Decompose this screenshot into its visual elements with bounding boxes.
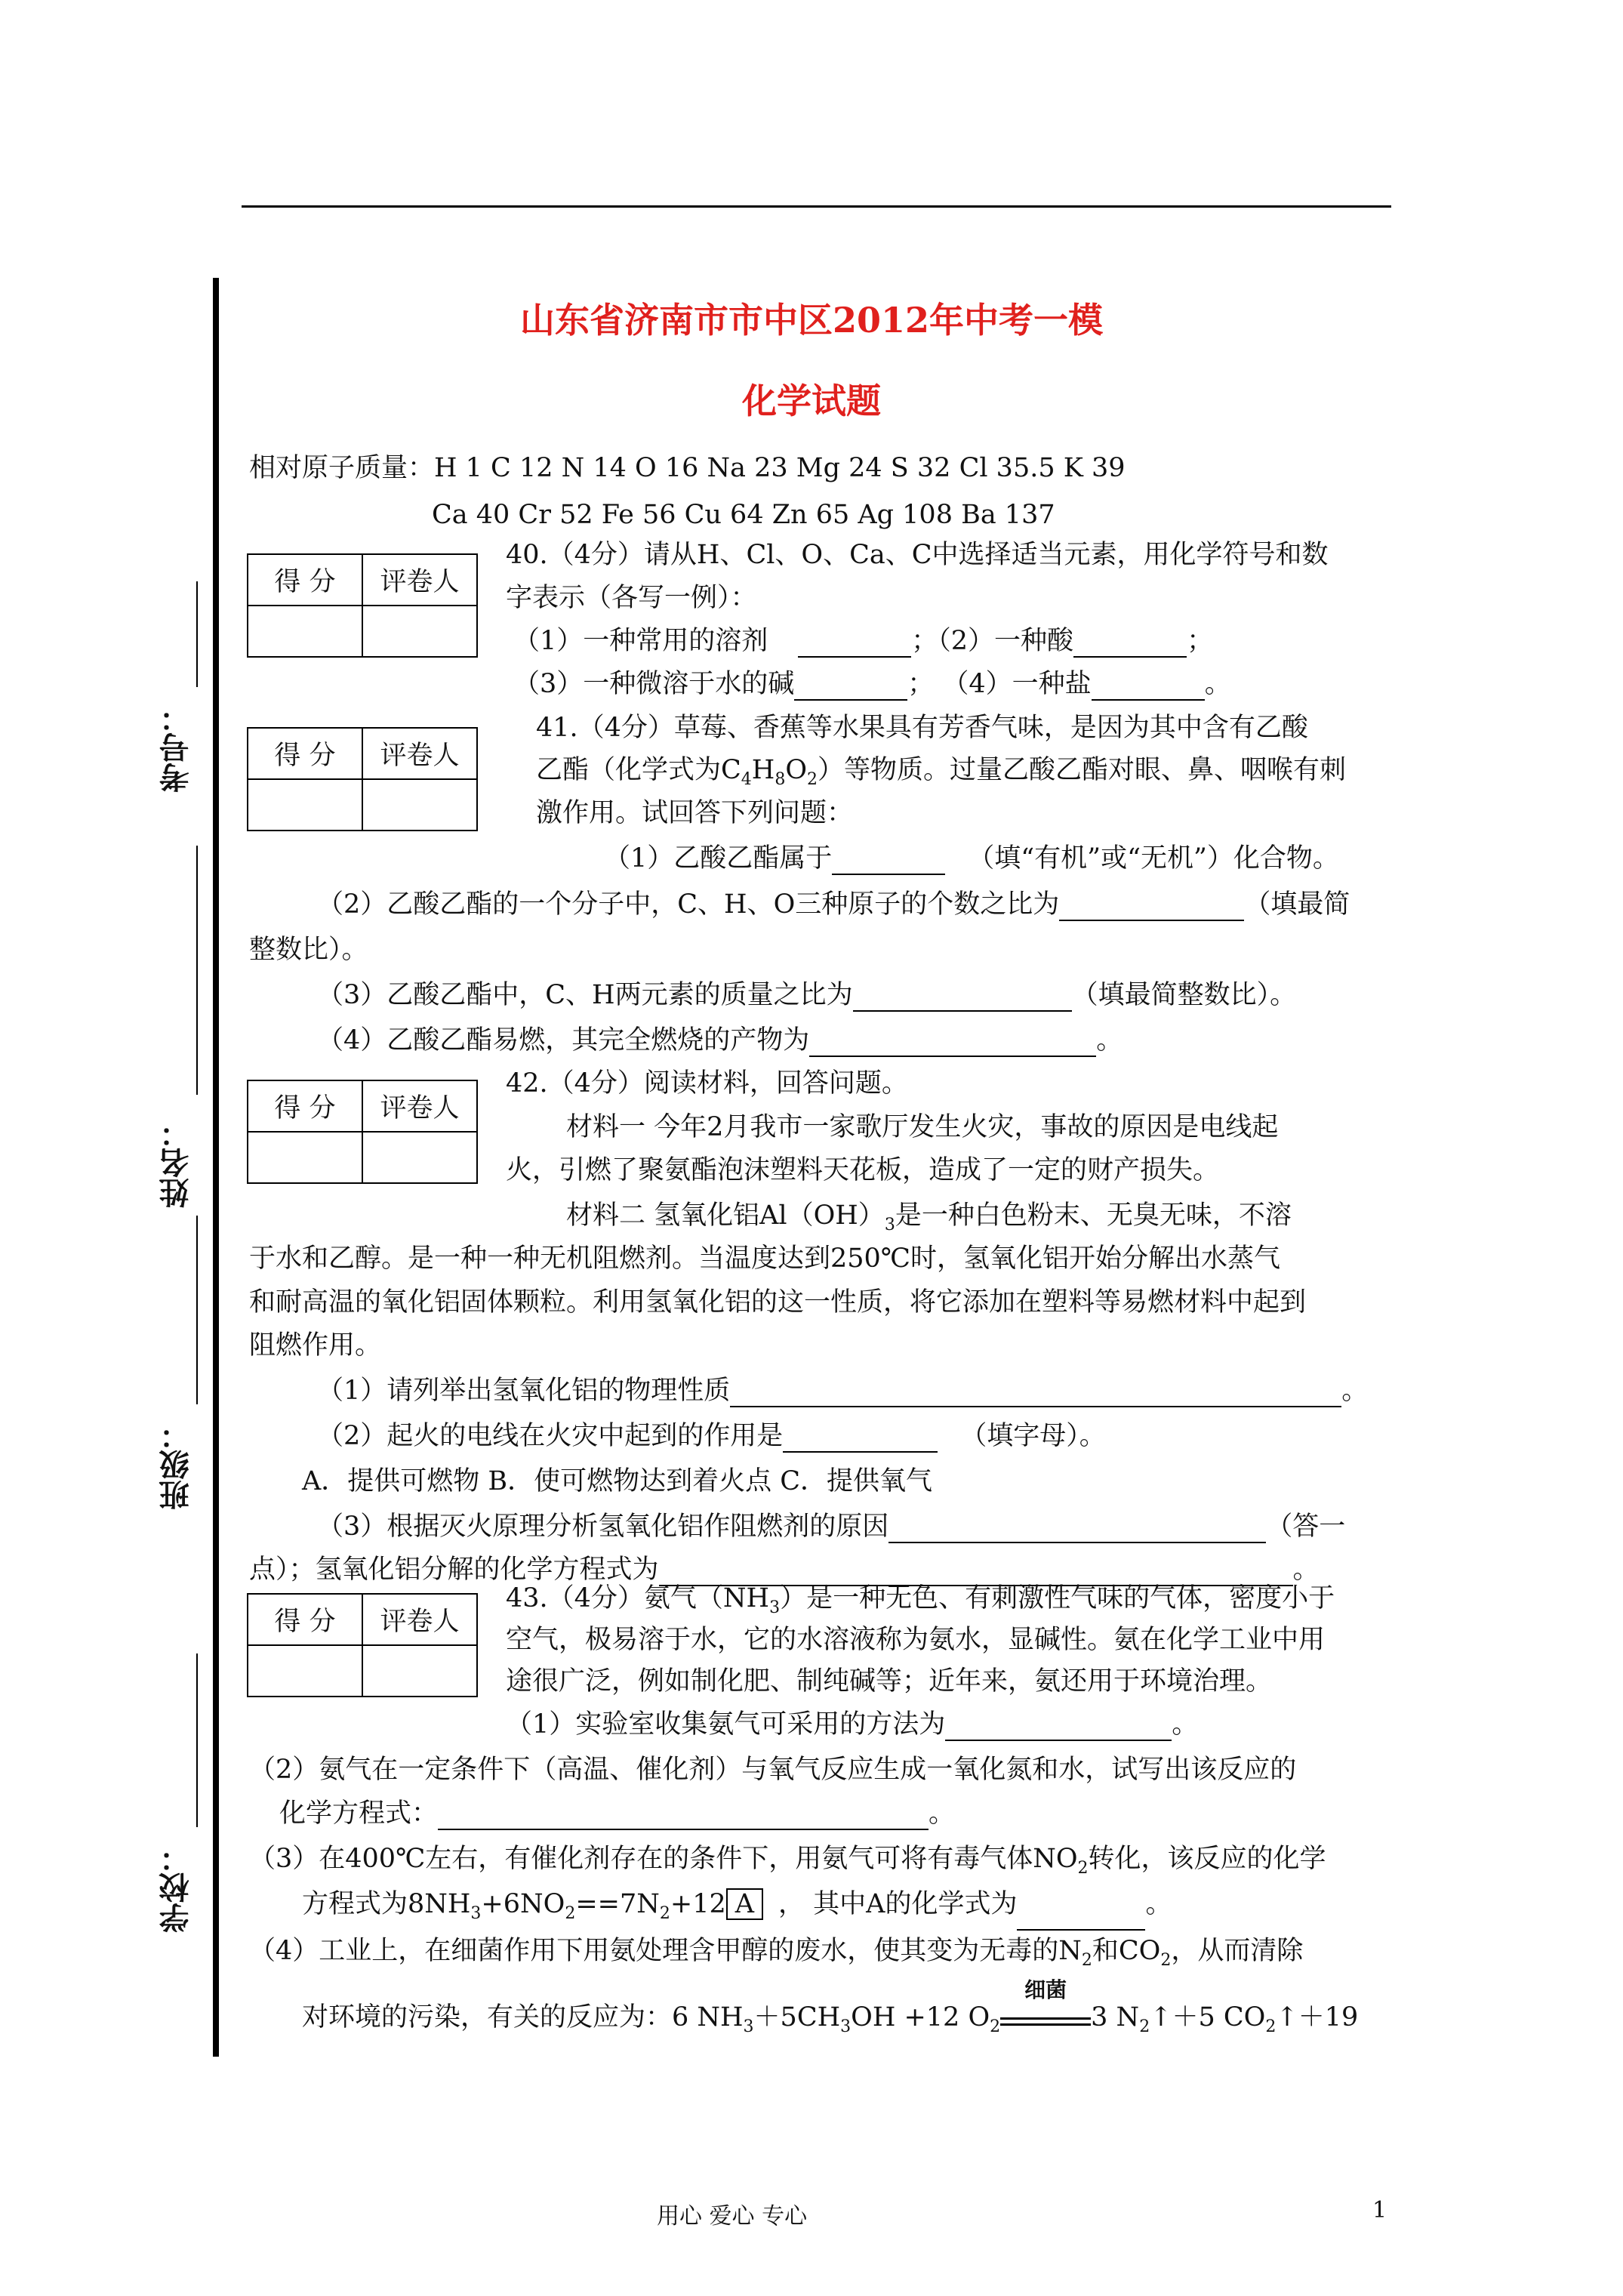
side-label-class: 班级： bbox=[159, 1419, 194, 1510]
q43-line3: 途很广泛，例如制化肥、制纯碱等；近年来，氨还用于环境治理。 bbox=[506, 1666, 1273, 1697]
q43-line6: 化学方程式： 。 bbox=[279, 1798, 956, 1829]
q40-line1: 40.（4分）请从H、Cl、O、Ca、C中选择适当元素，用化学符号和数 bbox=[506, 540, 1329, 570]
score-cell[interactable] bbox=[248, 1132, 362, 1183]
q41-answer-2[interactable] bbox=[1059, 892, 1244, 921]
score-cell[interactable] bbox=[248, 606, 362, 657]
q41-answer-3[interactable] bbox=[853, 983, 1072, 1012]
side-line-exam-number bbox=[196, 581, 198, 687]
q41-line6: 整数比）。 bbox=[249, 935, 368, 965]
q42-line1: 42.（4分）阅读材料，回答问题。 bbox=[506, 1068, 908, 1099]
q43-answer-2[interactable] bbox=[438, 1801, 929, 1830]
q41-line8: （4）乙酸乙酯易燃，其完全燃烧的产物为 。 bbox=[317, 1025, 1123, 1056]
grader-header: 评卷人 bbox=[362, 728, 477, 779]
q42-line3: 火，引燃了聚氨酯泡沫塑料天花板，造成了一定的财产损失。 bbox=[506, 1155, 1220, 1185]
q43-line2: 空气，极易溶于水，它的水溶液称为氨水，显碱性。氨在化学工业中用 bbox=[506, 1625, 1326, 1655]
side-line-school bbox=[196, 1653, 198, 1827]
q43-line4: （1）实验室收集氨气可采用的方法为 。 bbox=[506, 1709, 1199, 1740]
score-table-q40 bbox=[247, 553, 478, 658]
q41-line7: （3）乙酸乙酯中，C、H两元素的质量之比为 （填最简整数比）。 bbox=[317, 980, 1297, 1010]
q43-line10: 对环境的污染，有关的反应为：6 $NH_3+5CH_3OH +12$ $O_2$ 细菌 3 $N_2↑+5$ $CO_2↑+19$ bbox=[302, 2001, 1358, 2044]
q42-line9: （2）起火的电线在火灾中起到的作用是 （填字母）。 bbox=[317, 1421, 1106, 1451]
side-line-name bbox=[196, 846, 198, 1095]
q43-line9: （4）工业上，在细菌作用下用氨处理含甲醇的废水，使其变为无毒的$N_2$和$CO_2$，从而清除 bbox=[249, 1936, 1304, 1970]
equals-double-line bbox=[1000, 2017, 1091, 2026]
q42-line7: 阻燃作用。 bbox=[249, 1330, 382, 1361]
q41-answer-1[interactable] bbox=[832, 846, 945, 875]
atomic-masses-line1: 相对原子质量：H 1 C 12 N 14 O 16 Na 23 Mg 24 S 32 Cl 35.5 K 39 bbox=[249, 453, 1126, 483]
q43-answer-1[interactable] bbox=[945, 1712, 1172, 1741]
q41-line4: （1）乙酸乙酯属于 （填“有机”或“无机”）化合物。 bbox=[604, 843, 1339, 874]
q41-line1: 41.（4分）草莓、香蕉等水果具有芳香气味，是因为其中含有乙酸 bbox=[536, 713, 1308, 743]
q40-line3: （1）一种常用的溶剂 ；（2）一种酸 ； bbox=[513, 626, 1214, 656]
footer-motto: 用心 爱心 专心 bbox=[657, 2203, 808, 2230]
q42-answer-2[interactable] bbox=[783, 1424, 938, 1453]
side-label-exam-number: 考号： bbox=[159, 702, 194, 793]
score-header: 得 分 bbox=[248, 554, 362, 606]
score-cell[interactable] bbox=[248, 779, 362, 831]
reaction-condition: 细菌 bbox=[1024, 1977, 1067, 2002]
q42-line8: （1）请列举出氢氧化铝的物理性质 。 bbox=[317, 1376, 1369, 1406]
q43-answer-3[interactable] bbox=[1017, 1902, 1145, 1931]
q40-answer-3[interactable] bbox=[794, 672, 907, 701]
score-table-q43 bbox=[247, 1593, 478, 1697]
atomic-masses-line2: Ca 40 Cr 52 Fe 56 Cu 64 Zn 65 Ag 108 Ba 137 bbox=[432, 500, 1055, 530]
score-table-q41 bbox=[247, 727, 478, 831]
q43-line1: 43.（4分）氨气$(NH_3)$是一种无色、有刺激性气味的气体，密度小于 bbox=[506, 1583, 1335, 1617]
grader-header: 评卷人 bbox=[362, 554, 477, 606]
reaction-arrow bbox=[1000, 1977, 1091, 2026]
q40-line4: （3）一种微溶于水的碱 ； （4）一种盐 。 bbox=[513, 669, 1231, 699]
q42-line12: 点）；氢氧化铝分解的化学方程式为 。 bbox=[249, 1555, 1320, 1585]
side-label-school: 学校： bbox=[159, 1842, 194, 1933]
formula-box-a: A bbox=[726, 1888, 763, 1920]
q40-line2: 字表示（各写一例）： bbox=[506, 583, 757, 613]
q42-line6: 和耐高温的氧化铝固体颗粒。利用氢氧化铝的这一性质，将它添加在塑料等易燃材料中起到 bbox=[249, 1287, 1307, 1318]
left-margin-rule bbox=[213, 278, 219, 2057]
q41-line5: （2）乙酸乙酯的一个分子中，C、H、O三种原子的个数之比为 （填最简 bbox=[317, 889, 1350, 920]
grader-cell[interactable] bbox=[362, 1132, 477, 1183]
grader-header: 评卷人 bbox=[362, 1080, 477, 1132]
q40-answer-1[interactable] bbox=[798, 629, 911, 658]
q43-line5: （2）氨气在一定条件下（高温、催化剂）与氧气反应生成一氧化氮和水，试写出该反应的 bbox=[249, 1755, 1297, 1785]
grader-cell[interactable] bbox=[362, 779, 477, 831]
page-number: 1 bbox=[1372, 2197, 1387, 2224]
q42-line4: 材料二 氢氧化铝$Al(OH)_3$是一种白色粉末、无臭无味，不溶 bbox=[566, 1200, 1292, 1234]
q42-line5: 于水和乙醇。是一种一种无机阻燃剂。当温度达到250℃时，氢氧化铝开始分解出水蒸气 bbox=[249, 1244, 1280, 1274]
q40-answer-2[interactable] bbox=[1073, 629, 1187, 658]
grader-cell[interactable] bbox=[362, 1645, 477, 1697]
q42-answer-1[interactable] bbox=[730, 1379, 1341, 1407]
top-rule bbox=[242, 205, 1391, 208]
q41-line3: 激作用。试回答下列问题： bbox=[536, 798, 854, 828]
q43-line7: （3）在400℃左右，有催化剂存在的条件下，用氨气可将有毒气体$NO_2$转化，该反应的化学 bbox=[249, 1844, 1326, 1878]
score-table-q42 bbox=[247, 1080, 478, 1184]
page-title: 山东省济南市市中区2012年中考一模 bbox=[519, 300, 1104, 341]
q42-line10-options: A．提供可燃物 B．使可燃物达到着火点 C．提供氧气 bbox=[302, 1466, 933, 1496]
q42-line2: 材料一 今年2月我市一家歌厅发生火灾，事故的原因是电线起 bbox=[566, 1112, 1279, 1142]
score-header: 得 分 bbox=[248, 1080, 362, 1132]
side-line-class bbox=[196, 1216, 198, 1404]
q42-answer-3[interactable] bbox=[888, 1515, 1266, 1543]
q43-line8: 方程式为$8NH_3+6NO_2==7N_2+12$ A ， 其中A的化学式为 。 bbox=[302, 1888, 1172, 1931]
q41-answer-4[interactable] bbox=[809, 1028, 1096, 1057]
side-label-name: 姓名： bbox=[159, 1117, 194, 1208]
score-header: 得 分 bbox=[248, 728, 362, 779]
score-cell[interactable] bbox=[248, 1645, 362, 1697]
q40-answer-4[interactable] bbox=[1092, 672, 1205, 701]
q41-line2: 乙酯（化学式为$C_4H_8O_2$）等物质。过量乙酸乙酯对眼、鼻、咽喉有刺 bbox=[536, 755, 1347, 789]
grader-header: 评卷人 bbox=[362, 1594, 477, 1645]
q42-line11: （3）根据灭火原理分析氢氧化铝作阻燃剂的原因 （答一 bbox=[317, 1512, 1346, 1542]
grader-cell[interactable] bbox=[362, 606, 477, 657]
page-subtitle: 化学试题 bbox=[742, 381, 881, 421]
score-header: 得 分 bbox=[248, 1594, 362, 1645]
